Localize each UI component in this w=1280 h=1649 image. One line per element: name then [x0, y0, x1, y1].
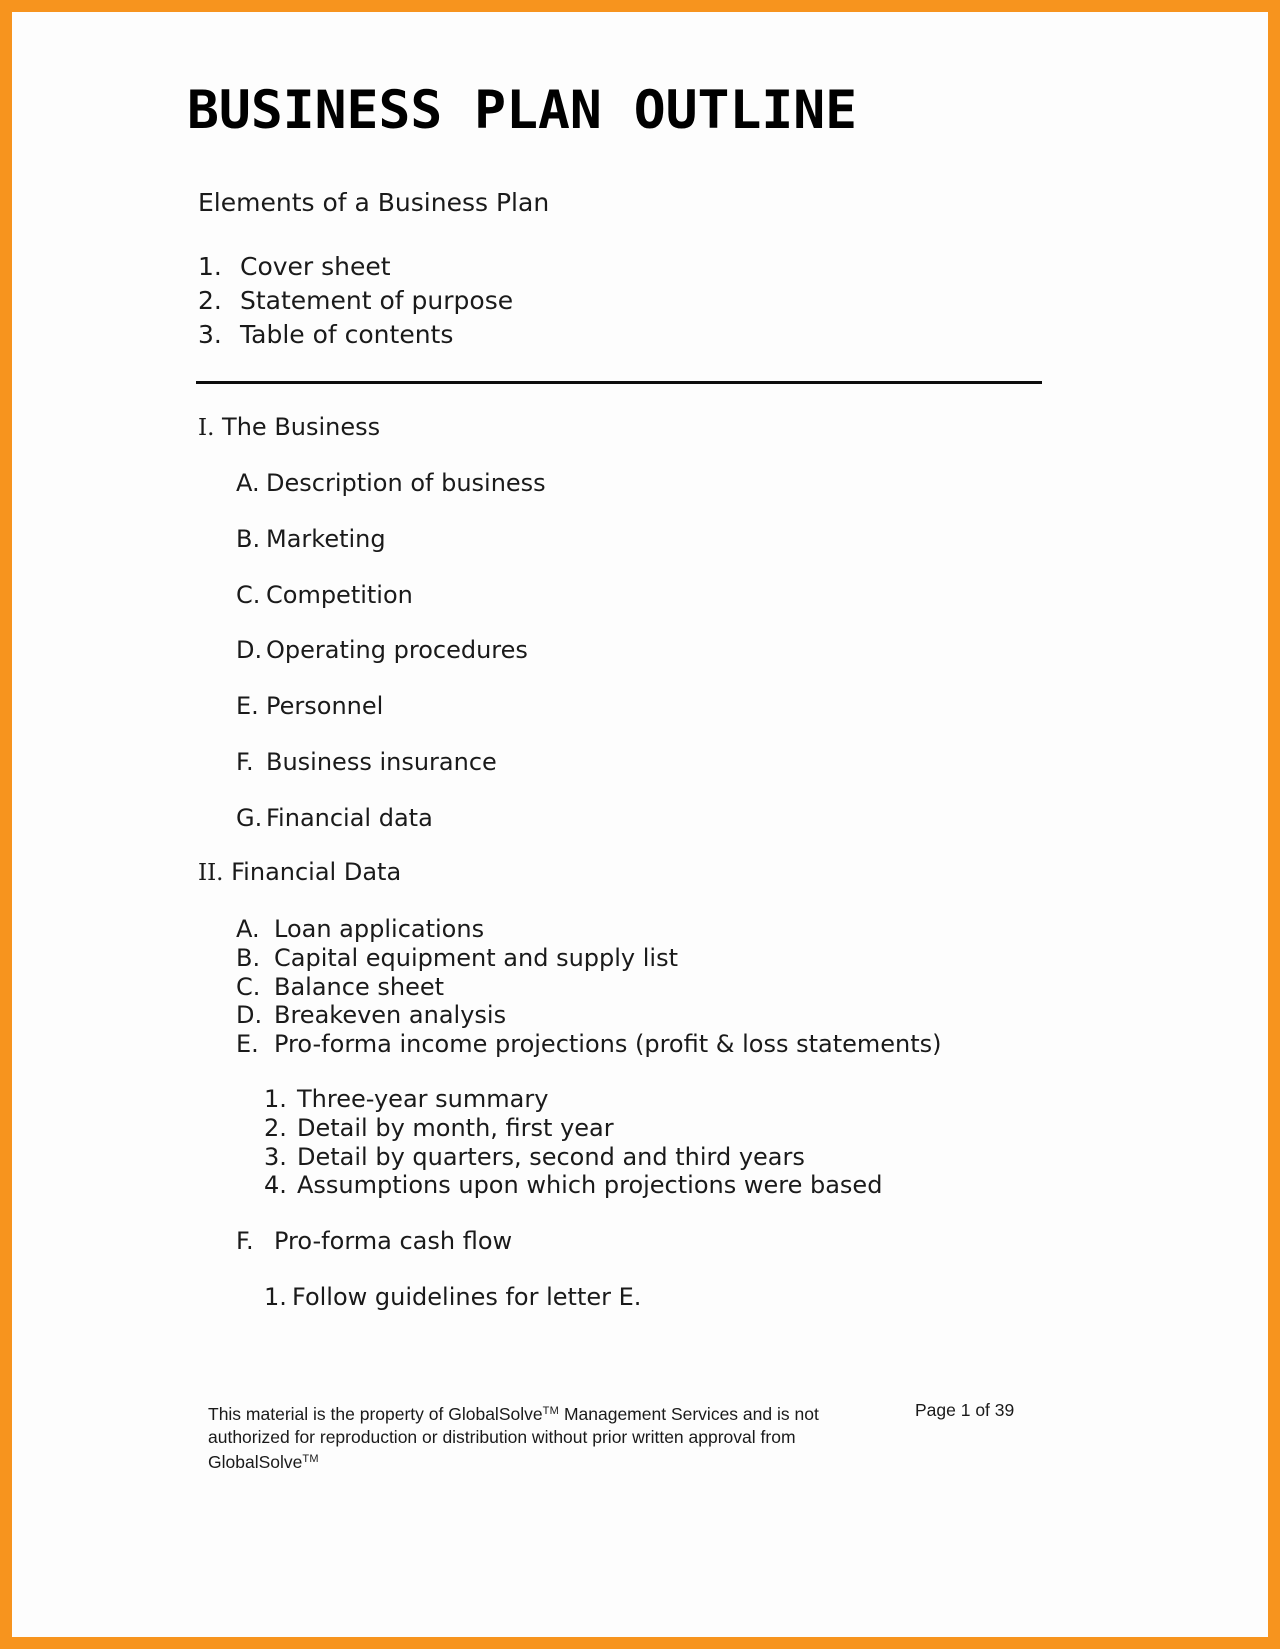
list-text: Operating procedures — [266, 636, 528, 665]
list-marker: 3. — [198, 320, 222, 349]
list-marker: F. — [236, 1227, 254, 1255]
document-sheet — [12, 12, 1268, 1637]
list-text: Assumptions upon which projections were based — [297, 1171, 883, 1200]
list-text: Loan applications — [274, 915, 485, 943]
list-text: Balance sheet — [274, 972, 445, 1001]
list-item — [236, 469, 546, 525]
list-text: Cover sheet — [240, 252, 391, 281]
horizontal-rule — [196, 381, 1042, 384]
list-item — [264, 1171, 882, 1200]
list-item — [264, 1114, 882, 1143]
list-item — [198, 250, 513, 284]
list-item — [236, 973, 942, 1002]
list-item — [264, 1085, 882, 1114]
list-marker: E. — [236, 1030, 259, 1059]
section-one-numeral: I. — [198, 415, 215, 441]
list-text: Capital equipment and supply list — [274, 943, 679, 972]
footer-line-1-a: This material is the property of GlobalSolve — [208, 1404, 543, 1424]
list-text: Detail by quarters, second and third years — [297, 1142, 805, 1171]
list-item — [264, 1143, 882, 1172]
section-one-heading — [198, 413, 380, 441]
section-one-title: The Business — [222, 413, 381, 441]
section-two-subitems-e — [264, 1085, 882, 1200]
elements-numbered-list — [198, 250, 513, 352]
list-marker: A. — [236, 915, 260, 943]
list-marker: C. — [236, 972, 261, 1001]
page-border-inner — [12, 12, 1268, 1637]
list-text: Business insurance — [266, 747, 497, 776]
footer-copyright-notice — [208, 1400, 868, 1474]
list-text: Marketing — [266, 524, 386, 553]
list-item — [236, 692, 546, 748]
list-marker: D. — [236, 636, 263, 665]
list-text: Personnel — [266, 692, 384, 721]
page-number-label: Page 1 of 39 — [915, 1400, 1015, 1420]
list-text: Three-year summary — [297, 1085, 549, 1113]
list-item — [236, 581, 546, 637]
list-text: Description of business — [266, 469, 546, 497]
list-item — [236, 944, 942, 973]
page-title: BUSINESS PLAN OUTLINE — [187, 80, 858, 141]
list-marker: B. — [236, 943, 261, 972]
list-item — [236, 1001, 942, 1030]
section-two-subitems-f — [264, 1283, 641, 1312]
list-text: Pro-forma income projections (profit & loss statements) — [274, 1030, 942, 1059]
list-marker: F. — [236, 747, 254, 776]
list-text: Breakeven analysis — [274, 1001, 507, 1030]
footer-line-1-b: Management Services and is — [559, 1404, 790, 1424]
list-marker: 2. — [264, 1113, 287, 1142]
list-item — [198, 318, 513, 352]
section-two-item-f — [236, 1227, 512, 1255]
list-text: Follow guidelines for letter E. — [292, 1283, 642, 1311]
list-marker: 4. — [264, 1171, 287, 1200]
list-item — [236, 915, 942, 944]
list-marker: C. — [236, 580, 261, 609]
list-marker: D. — [236, 1001, 263, 1030]
list-marker: 1. — [264, 1085, 287, 1113]
section-two-title: Financial Data — [231, 858, 402, 886]
list-item — [236, 1030, 942, 1059]
list-item — [236, 748, 546, 804]
list-item — [236, 636, 546, 692]
list-marker: 2. — [198, 286, 222, 315]
footer-line-3-a: from GlobalSolve — [208, 1426, 796, 1472]
list-marker: E. — [236, 692, 259, 721]
list-item — [198, 284, 513, 318]
list-text: Financial data — [266, 803, 433, 832]
list-text: Statement of purpose — [240, 286, 514, 315]
trademark-symbol: TM — [542, 1405, 560, 1417]
list-marker: 3. — [264, 1142, 287, 1171]
section-two-items — [236, 915, 942, 1059]
list-item — [236, 525, 546, 581]
list-text: Table of contents — [240, 320, 454, 349]
section-two-heading — [198, 858, 401, 886]
list-marker: A. — [236, 469, 260, 497]
footer-line-2: not authorized for reproduction or distribution without prior written approval — [208, 1404, 819, 1447]
list-marker: G. — [236, 803, 263, 832]
list-item — [236, 804, 546, 860]
list-text: Competition — [266, 580, 413, 609]
list-marker: 1. — [264, 1283, 287, 1311]
section-two-numeral: II. — [198, 860, 224, 886]
list-text: Detail by month, first year — [297, 1113, 614, 1142]
list-marker: B. — [236, 524, 261, 553]
list-marker: 1. — [198, 252, 222, 281]
section-one-items — [236, 469, 546, 860]
list-text: Pro-forma cash flow — [274, 1227, 513, 1255]
document-subtitle: Elements of a Business Plan — [198, 188, 550, 217]
list-item — [264, 1283, 641, 1312]
trademark-symbol: TM — [302, 1453, 319, 1465]
